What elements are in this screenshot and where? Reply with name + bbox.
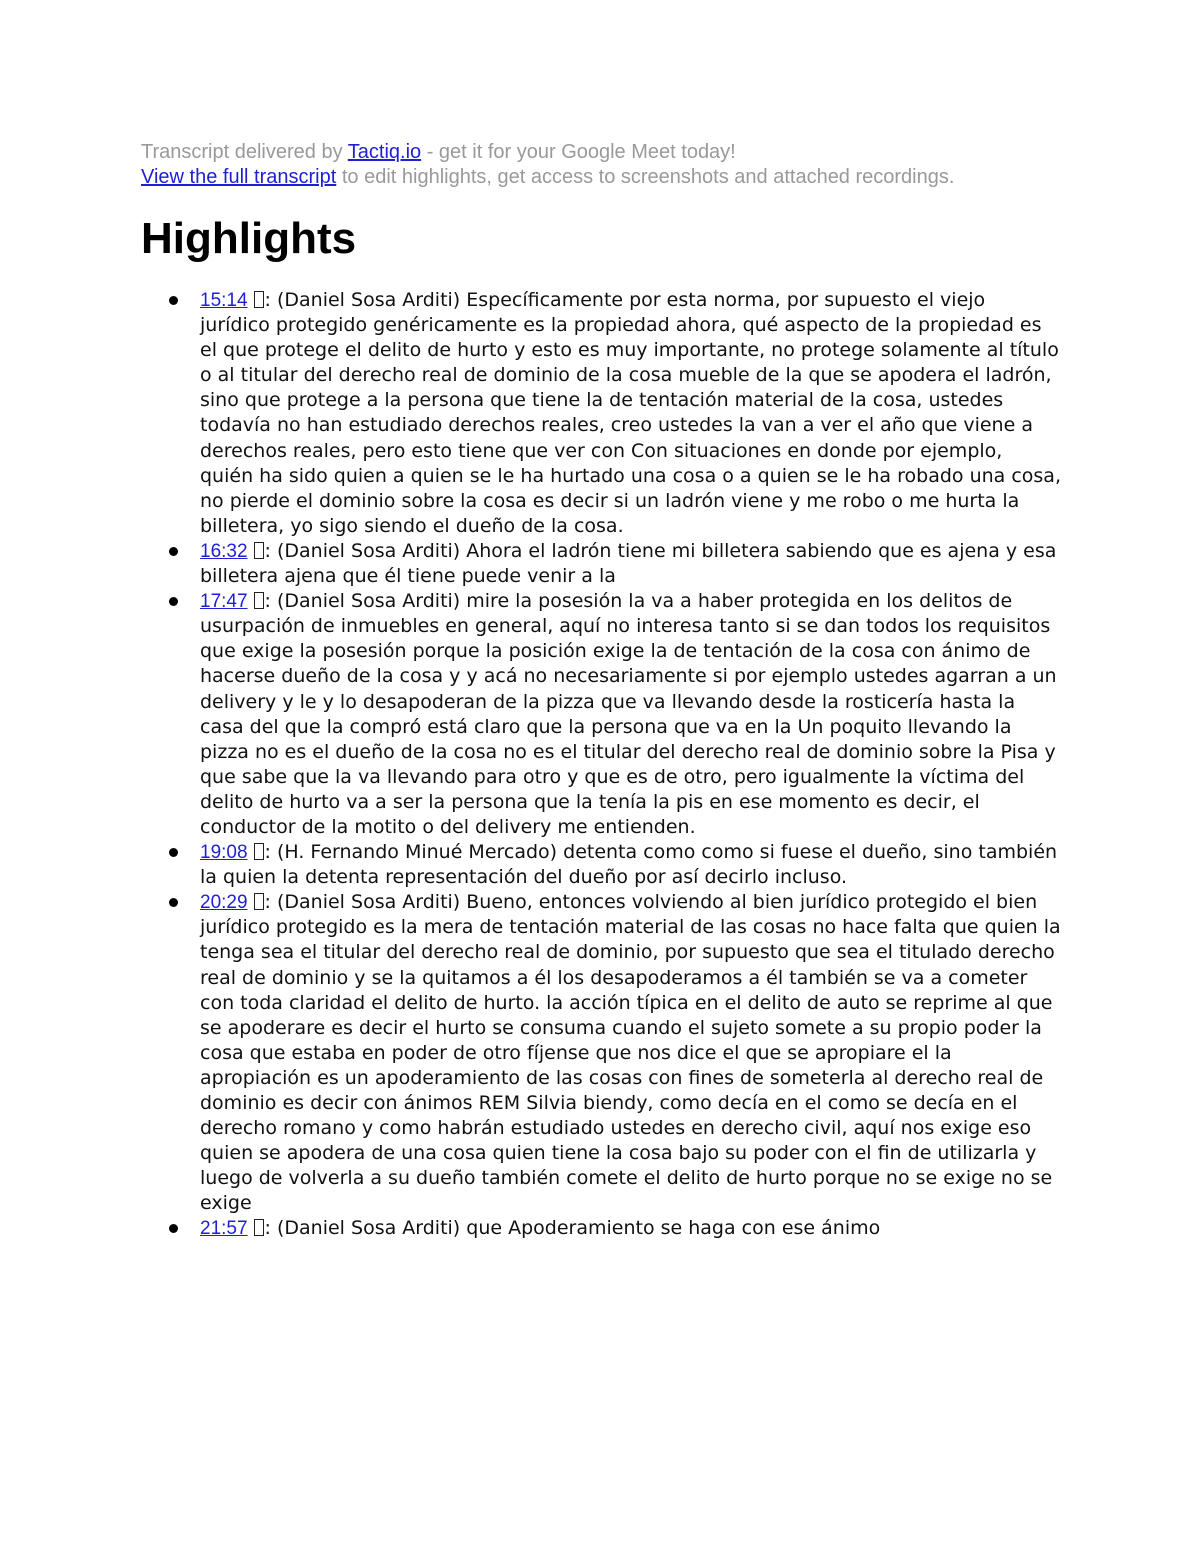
missing-glyph-icon <box>254 592 264 609</box>
missing-glyph-icon <box>254 542 264 559</box>
highlight-text: : (Daniel Sosa Arditi) que Apoderamiento se haga con ese ánimo <box>264 1217 881 1240</box>
bullet-icon <box>169 848 178 857</box>
bullet-icon <box>169 1224 178 1233</box>
highlight-text: : (Daniel Sosa Arditi) mire la posesión la va a haber protegida en los delitos de usurpación de inmuebles en general, aquí no interesa tanto si se dan todos los requisitos que exige la posesión porque la posición exige la de tentación de la cosa con ánimo de hacerse dueño de la cosa y y acá no necesariamente si por ejemplo ustedes agarran a un delivery y le y lo desapoderan de la pizza que va llevando desde la rosticería hasta la casa del que la compró está claro que la persona que va en la Un poquito llevando la pizza no es el dueño de la cosa no es el titular del derecho real de dominio sobre la Pisa y que sabe que la va llevando para otro y que es de otro, pero igualmente la víctima del delito de hurto va a ser la persona que la tenía la pis en ese momento es decir, el conductor de la motito o del delivery me entienden. <box>200 590 1057 838</box>
highlight-text: : (H. Fernando Minué Mercado) detenta como como si fuese el dueño, sino también la quien la detenta representación del dueño por así decirlo incluso. <box>200 841 1058 889</box>
highlight-text: : (Daniel Sosa Arditi) Bueno, entonces volviendo al bien jurídico protegido el bien jurídico protegido es la mera de tentación material de las cosas no hace falta que quien la tenga sea el titular del derecho real de dominio, por supuesto que sea el titulado derecho real de dominio y se la quitamos a él los desapoderamos a él también se va a cometer con toda claridad el delito de hurto. la acción típica en el delito de auto se reprime al que se apoderare es decir el hurto se consuma cuando el sujeto somete a su propio poder la cosa que estaba en poder de otro fíjense que nos dice el que se apropiare el la apropiación es un apoderamiento de las cosas con fines de someterla al derecho real de dominio es decir con ánimos REM Silvia biendy, como decía en el como se decía en el derecho romano y como habrán estudiado ustedes en derecho civil, aquí nos exige eso quien se apodera de una cosa quien tiene la cosa bajo su poder con el fin de utilizarla y luego de volverla a su dueño también comete el delito de hurto porque no se exige no se exige <box>200 891 1061 1215</box>
delivered-by-line <box>141 140 1061 165</box>
bullet-icon <box>169 898 178 907</box>
highlight-item <box>141 589 1061 840</box>
page-title: Highlights <box>141 214 357 263</box>
highlight-item <box>141 288 1061 539</box>
timestamp-link[interactable]: 16:32 <box>200 540 248 562</box>
view-full-transcript-suffix: to edit highlights, get access to screenshots and attached recordings. <box>336 166 955 188</box>
timestamp-link[interactable]: 21:57 <box>200 1218 248 1240</box>
delivered-by-suffix: - get it for your Google Meet today! <box>421 141 736 163</box>
timestamp-link[interactable]: 20:29 <box>200 892 248 914</box>
missing-glyph-icon <box>254 893 264 910</box>
highlight-item <box>141 539 1061 589</box>
highlight-item <box>141 890 1061 1216</box>
tactiq-link[interactable]: Tactiq.io <box>347 141 422 163</box>
missing-glyph-icon <box>254 291 264 308</box>
delivered-by-prefix: Transcript delivered by <box>141 141 348 163</box>
bullet-icon <box>169 597 178 606</box>
highlight-text: : (Daniel Sosa Arditi) Ahora el ladrón tiene mi billetera sabiendo que es ajena y esa billetera ajena que él tiene puede venir a la <box>200 539 1057 588</box>
view-full-transcript-line <box>141 165 1061 190</box>
timestamp-link[interactable]: 15:14 <box>200 290 248 311</box>
bullet-icon <box>169 547 178 556</box>
highlights-list <box>141 288 1061 1242</box>
missing-glyph-icon <box>254 843 264 860</box>
transcript-page <box>141 140 1061 1242</box>
highlight-item <box>141 1216 1061 1241</box>
view-full-transcript-link[interactable]: View the full transcript <box>141 166 337 188</box>
missing-glyph-icon <box>254 1219 264 1236</box>
bullet-icon <box>169 296 178 305</box>
timestamp-link[interactable]: 17:47 <box>200 591 248 613</box>
highlight-text: : (Daniel Sosa Arditi) Específicamente por esta norma, por supuesto el viejo jurídico protegido genéricamente es la propiedad ahora, qué aspecto de la propiedad es el que protege el delito de hurto y esto es muy importante, no protege solamente al título o al titular del derecho real de dominio de la cosa mueble de la que se apodera el ladrón, sino que protege a la persona que tiene la de tentación material de la cosa, ustedes todavía no han estudiado derechos reales, creo ustedes la van a ver el año que viene a derechos reales, pero esto tiene que ver con Con situaciones en donde por ejemplo, quién ha sido quien a quien se le ha hurtado una cosa o a quien se le ha robado una cosa, no pierde el dominio sobre la cosa es decir si un ladrón viene y me robo o me hurta la billetera, yo sigo siendo el dueño de la cosa. <box>200 289 1061 537</box>
highlight-item <box>141 840 1061 890</box>
timestamp-link[interactable]: 19:08 <box>200 842 248 864</box>
